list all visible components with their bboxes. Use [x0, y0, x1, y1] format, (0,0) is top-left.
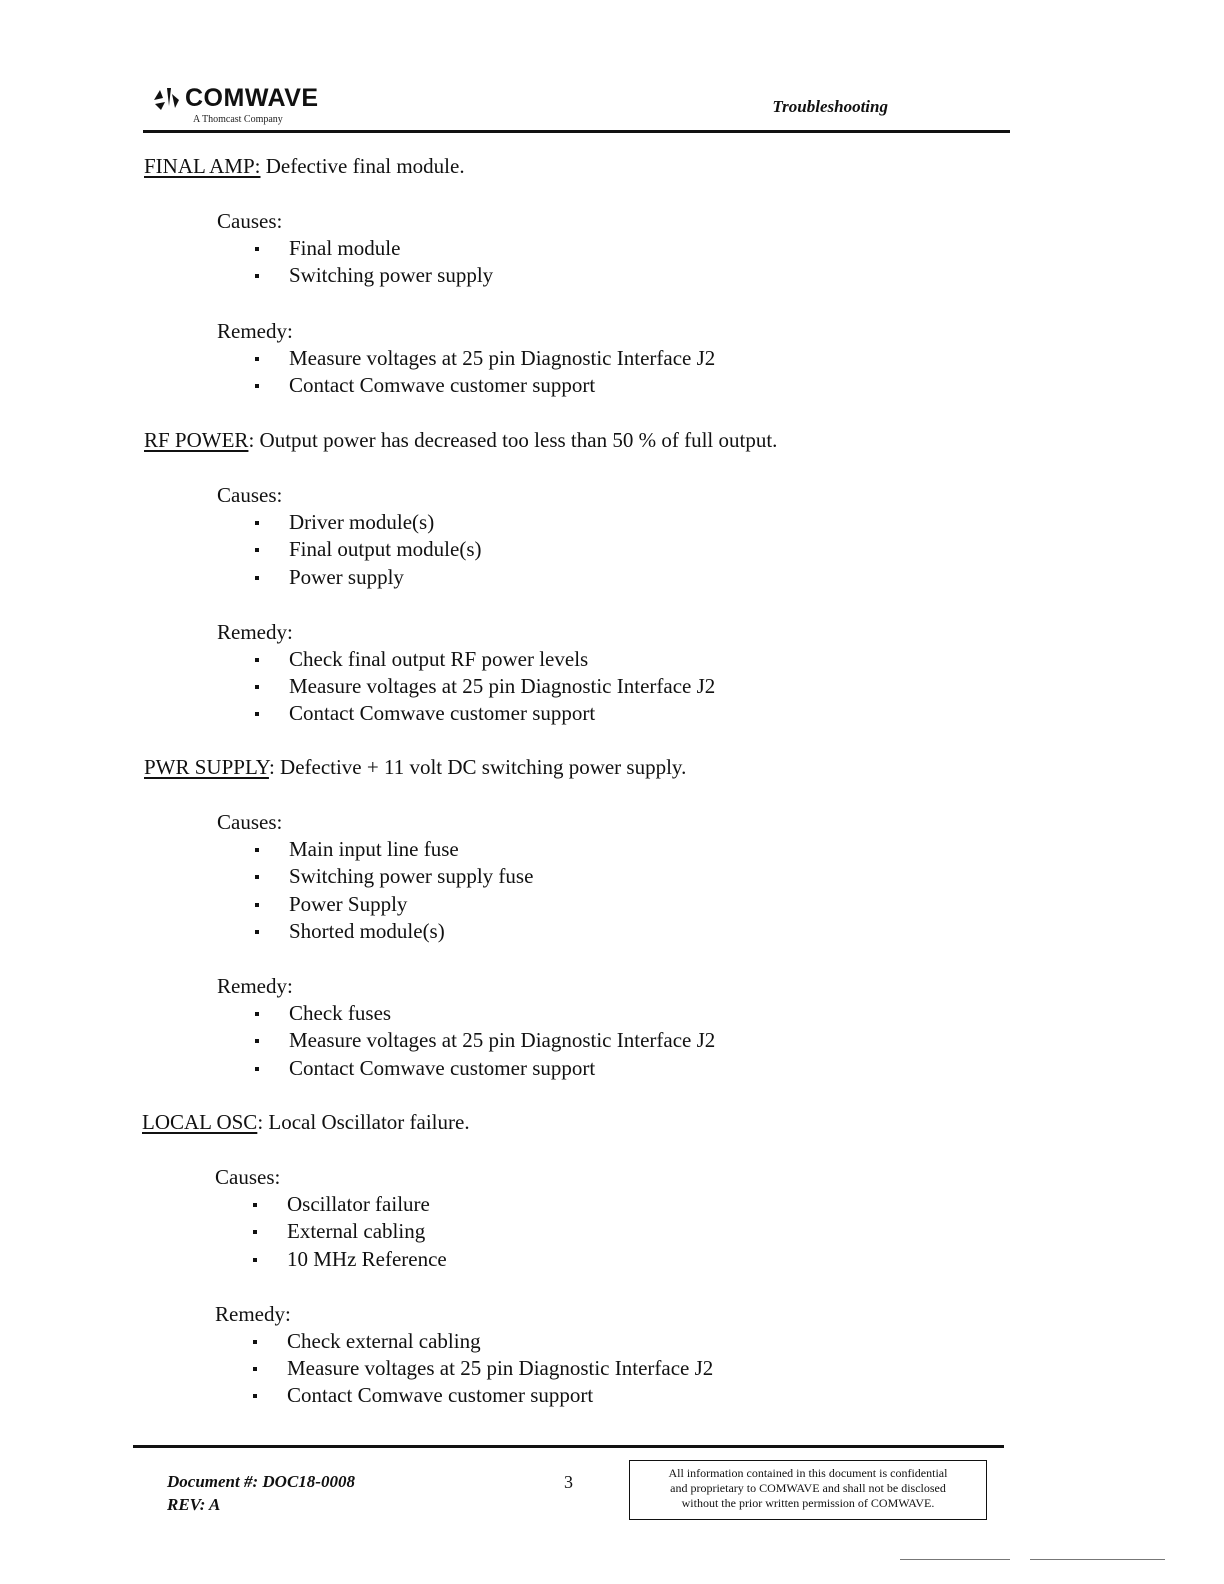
alarm-description: : Defective + 11 volt DC switching power supply.: [268, 755, 687, 779]
list-item: Contact Comwave customer support: [144, 700, 777, 727]
list-item: Power supply: [144, 564, 777, 591]
section-title: [144, 426, 777, 454]
list-item: Contact Comwave customer support: [142, 1382, 713, 1409]
remedy-label: Remedy:: [217, 619, 293, 644]
bullet-icon: [255, 384, 259, 388]
alarm-code: PWR SUPPLY: [144, 755, 269, 779]
list-item: Switching power supply fuse: [144, 863, 715, 890]
bullet-icon: [255, 658, 259, 662]
footer-divider: [133, 1445, 1004, 1448]
list-item: External cabling: [142, 1218, 713, 1245]
bullet-icon: [253, 1230, 257, 1234]
section-pwr-supply: [144, 753, 715, 1082]
list-item: Measure voltages at 25 pin Diagnostic Interface J2: [142, 1355, 713, 1382]
bullet-icon: [255, 685, 259, 689]
bullet-icon: [255, 848, 259, 852]
remedy-list: [144, 1000, 715, 1082]
list-item: Final module: [144, 235, 715, 262]
bullet-icon: [255, 274, 259, 278]
remedy-list: [144, 345, 715, 400]
remedy-label: Remedy:: [215, 1301, 291, 1326]
list-item: Switching power supply: [144, 262, 715, 289]
list-item: Measure voltages at 25 pin Diagnostic Interface J2: [144, 673, 777, 700]
bullet-icon: [255, 1067, 259, 1071]
alarm-description: : Output power has decreased too less than 50 % of full output.: [248, 428, 778, 452]
causes-list: [144, 509, 777, 591]
alarm-code: LOCAL OSC: [142, 1110, 258, 1134]
alarm-description: : Local Oscillator failure.: [257, 1110, 470, 1134]
bullet-icon: [253, 1340, 257, 1344]
bullet-icon: [253, 1203, 257, 1207]
header-divider: [143, 130, 1010, 133]
list-item: Shorted module(s): [144, 918, 715, 945]
causes-list: [144, 235, 715, 290]
bullet-icon: [255, 930, 259, 934]
scan-artifact: [1030, 1559, 1165, 1560]
bullet-icon: [255, 1012, 259, 1016]
list-item: Main input line fuse: [144, 836, 715, 863]
list-item: Measure voltages at 25 pin Diagnostic Interface J2: [144, 1027, 715, 1054]
list-item: 10 MHz Reference: [142, 1246, 713, 1273]
bullet-icon: [253, 1367, 257, 1371]
bullet-icon: [255, 903, 259, 907]
section-title: [144, 753, 715, 781]
company-tagline: A Thomcast Company: [193, 114, 283, 125]
list-item: Driver module(s): [144, 509, 777, 536]
remedy-list: [142, 1328, 713, 1410]
causes-label: Causes:: [217, 483, 283, 507]
section-rf-power: [144, 426, 777, 728]
document-info: [167, 1470, 355, 1516]
list-item: Check final output RF power levels: [144, 646, 777, 673]
remedy-label: Remedy:: [217, 974, 293, 999]
bullet-icon: [253, 1394, 257, 1398]
document-revision: REV: A: [167, 1495, 221, 1514]
alarm-code: RF POWER: [144, 428, 249, 452]
remedy-label: Remedy:: [217, 318, 293, 343]
section-local-osc: [142, 1108, 713, 1410]
comwave-logo-icon: [151, 86, 181, 112]
bullet-icon: [255, 521, 259, 525]
company-logo: [151, 84, 319, 113]
list-item: Contact Comwave customer support: [144, 372, 715, 399]
list-item: Contact Comwave customer support: [144, 1055, 715, 1082]
list-item: Power Supply: [144, 891, 715, 918]
bullet-icon: [255, 712, 259, 716]
causes-label: Causes:: [217, 209, 283, 233]
causes-list: [144, 836, 715, 945]
list-item: Check external cabling: [142, 1328, 713, 1355]
alarm-description: Defective final module.: [260, 154, 465, 178]
bullet-icon: [255, 576, 259, 580]
causes-label: Causes:: [215, 1165, 281, 1189]
document-number: Document #: DOC18-0008: [167, 1472, 355, 1491]
section-title: [144, 152, 715, 180]
bullet-icon: [253, 1258, 257, 1262]
scan-artifact: [900, 1559, 1010, 1560]
causes-list: [142, 1191, 713, 1273]
bullet-icon: [255, 357, 259, 361]
remedy-list: [144, 646, 777, 728]
page-number: 3: [564, 1472, 573, 1492]
company-name: COMWAVE: [185, 84, 319, 112]
causes-label: Causes:: [217, 810, 283, 834]
list-item: Oscillator failure: [142, 1191, 713, 1218]
list-item: Measure voltages at 25 pin Diagnostic Interface J2: [144, 345, 715, 372]
page-header: [143, 84, 1010, 136]
list-item: Check fuses: [144, 1000, 715, 1027]
bullet-icon: [255, 548, 259, 552]
bullet-icon: [255, 1039, 259, 1043]
bullet-icon: [255, 247, 259, 251]
section-title: [142, 1108, 713, 1136]
bullet-icon: [255, 875, 259, 879]
section-final-amp: [144, 152, 715, 399]
header-section-title: Troubleshooting: [772, 97, 888, 116]
list-item: Final output module(s): [144, 536, 777, 563]
confidentiality-notice: All information contained in this document is confidential and proprietary to COMWAVE and shall not be disclosed without the prior written permission of COMWAVE.: [629, 1460, 987, 1520]
alarm-code: FINAL AMP:: [144, 154, 261, 178]
